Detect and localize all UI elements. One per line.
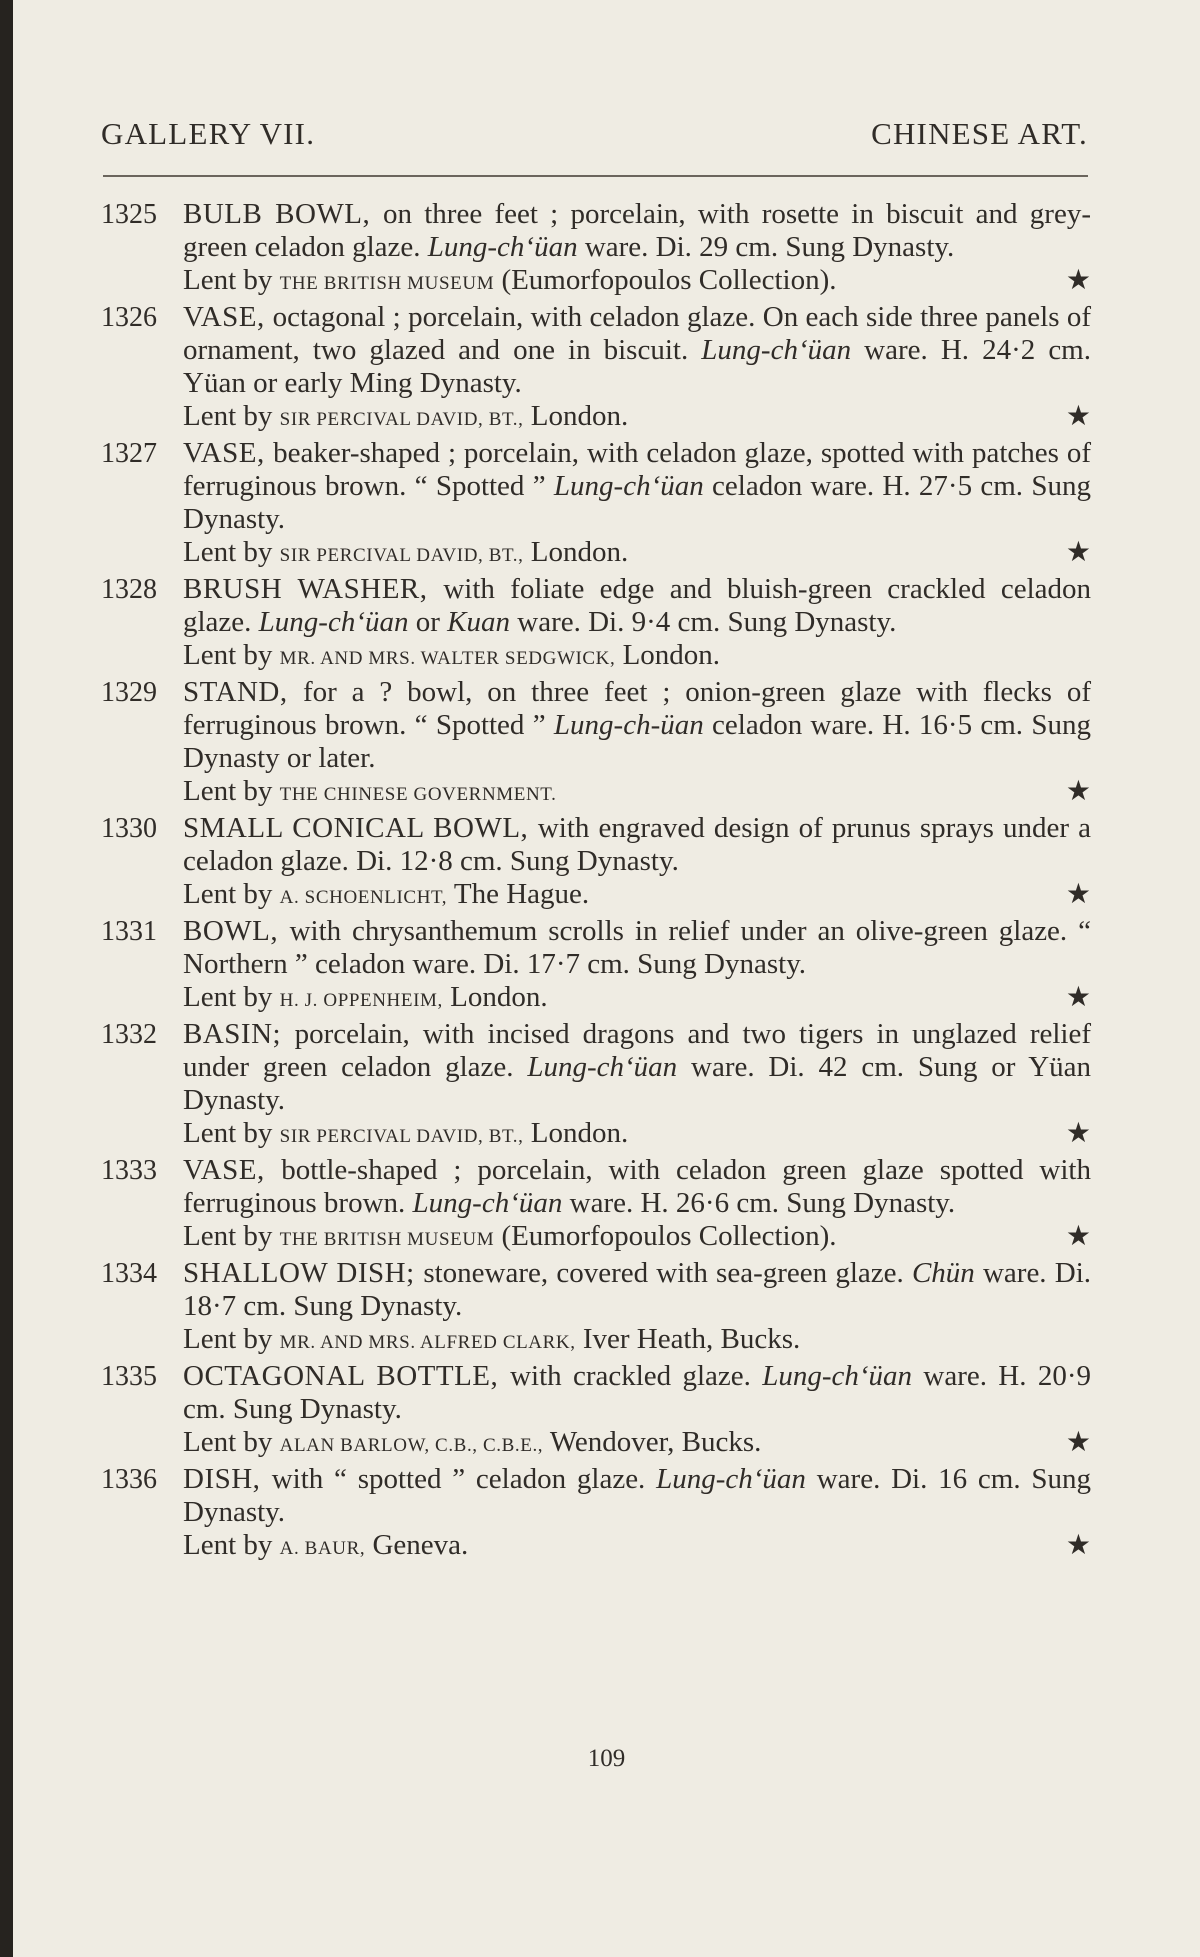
ware-name: Lung-ch‘üan — [258, 606, 409, 638]
lender-location: London. — [442, 981, 548, 1013]
entry-title: VASE, — [183, 1154, 282, 1186]
lent-prefix: Lent by — [183, 981, 280, 1013]
lender-line — [183, 981, 1091, 1017]
catalogue-entry — [101, 573, 1091, 675]
lent-prefix: Lent by — [183, 1220, 280, 1252]
lender-line — [183, 1529, 1091, 1565]
lender-line — [183, 536, 1091, 572]
ware-name: Lung-ch‘üan — [412, 1187, 563, 1219]
ware-name: Lung-ch‘üan — [762, 1360, 913, 1392]
star-mark: ★ — [1065, 537, 1091, 568]
entry-number: 1336 — [101, 1464, 157, 1495]
entry-number: 1330 — [101, 813, 157, 844]
ware-name: Lung-ch‘üan — [527, 1051, 678, 1083]
entry-number: 1332 — [101, 1019, 157, 1050]
star-mark: ★ — [1065, 1221, 1091, 1252]
lent-prefix: Lent by — [183, 1323, 280, 1355]
entry-description — [183, 1018, 1091, 1153]
star-mark: ★ — [1065, 1530, 1091, 1561]
star-mark: ★ — [1065, 879, 1091, 910]
entry-description — [183, 301, 1091, 436]
entry-text-end: ware. H. 24·2 cm. Yüan or early Ming Dynasty. — [183, 334, 1091, 399]
ware-name: Lung-ch‘üan — [553, 470, 704, 502]
entry-text: with foliate edge and bluish-green crackled celadon glaze. — [183, 573, 1092, 638]
entry-description — [183, 1360, 1091, 1462]
entry-text-end: ware. Di. 18·7 cm. Sung Dynasty. — [183, 1257, 1091, 1322]
catalogue-entry — [101, 1463, 1091, 1565]
running-header — [101, 116, 1088, 152]
page-number: 109 — [587, 1745, 626, 1772]
entry-description — [183, 1257, 1091, 1359]
lender-line — [183, 1426, 1091, 1462]
catalogue-entry — [101, 915, 1091, 1017]
lender-line — [183, 775, 1091, 811]
entry-title: DISH, — [183, 1463, 272, 1495]
lender-location: The Hague. — [447, 878, 590, 910]
lender-name: SIR PERCIVAL DAVID, BT., — [279, 409, 524, 430]
entry-text: bottle-shaped ; porcelain, with celadon green glaze spotted with ferruginous brown. — [183, 1154, 1091, 1219]
entry-title: BOWL, — [183, 915, 290, 947]
lent-prefix: Lent by — [183, 878, 280, 910]
catalogue-entry — [101, 812, 1091, 914]
entry-title: BRUSH WASHER, — [183, 573, 444, 605]
entry-number: 1334 — [101, 1258, 157, 1289]
entry-title: BASIN; — [183, 1018, 295, 1050]
entry-text-end: ware. H. 20·9 cm. Sung Dynasty. — [183, 1360, 1091, 1425]
entry-number: 1328 — [101, 574, 157, 605]
star-mark: ★ — [1065, 776, 1091, 807]
catalogue-entry — [101, 1257, 1091, 1359]
entry-text-end: ware. Di. 9·4 cm. Sung Dynasty. — [510, 606, 897, 638]
entry-description — [183, 812, 1091, 914]
entry-list — [101, 198, 1091, 1566]
entry-text: stoneware, covered with sea-green glaze. — [423, 1257, 912, 1289]
entry-text: with crackled glaze. — [510, 1360, 763, 1392]
lender-location: Iver Heath, Bucks. — [575, 1323, 801, 1355]
star-mark: ★ — [1065, 982, 1091, 1013]
lender-line — [183, 878, 1091, 914]
entry-text: for a ? bowl, on three feet ; onion-green glaze with flecks of ferruginous brown. “ Spotted ” — [183, 676, 1091, 741]
entry-text-end: ware. Di. 16 cm. Sung Dynasty. — [183, 1463, 1092, 1528]
entry-text: beaker-shaped ; porcelain, with celadon glaze, spotted with patches of ferruginous brown. “ Spotted ” — [183, 437, 1091, 502]
entry-description — [183, 1463, 1091, 1565]
entry-description — [183, 573, 1091, 675]
lender-name: SIR PERCIVAL DAVID, BT., — [279, 545, 524, 566]
entry-text: octagonal ; porcelain, with celadon glaze. On each side three panels of ornament, two glazed and one in biscuit. — [183, 301, 1091, 366]
lender-line — [183, 639, 1091, 675]
entry-number: 1325 — [101, 199, 157, 230]
entry-title: BULB BOWL, — [183, 198, 383, 230]
star-mark: ★ — [1065, 265, 1091, 296]
entry-description — [183, 437, 1091, 572]
lent-prefix: Lent by — [183, 264, 280, 296]
entry-number: 1335 — [101, 1361, 157, 1392]
entry-title: OCTAGONAL BOTTLE, — [183, 1360, 511, 1392]
catalogue-entry — [101, 676, 1091, 811]
lender-line — [183, 1220, 1091, 1256]
entry-text-end: ware. Di. 42 cm. Sung or Yüan Dynasty. — [183, 1051, 1092, 1116]
lent-prefix: Lent by — [183, 639, 280, 671]
entry-description — [183, 915, 1091, 1017]
star-mark: ★ — [1065, 1118, 1091, 1149]
lent-prefix: Lent by — [183, 1426, 280, 1458]
header-section: CHINESE ART. — [871, 116, 1088, 151]
lender-name: THE CHINESE GOVERNMENT. — [279, 784, 557, 805]
entry-text-mid: or — [408, 606, 448, 638]
entry-title: SMALL CONICAL BOWL, — [183, 812, 538, 844]
entry-number: 1327 — [101, 438, 157, 469]
entry-title: STAND, — [183, 676, 303, 708]
lender-name: THE BRITISH MUSEUM — [279, 1229, 495, 1250]
entry-number: 1333 — [101, 1155, 157, 1186]
entry-text: with engraved design of prunus sprays under a celadon glaze. Di. 12·8 cm. Sung Dynasty. — [183, 812, 1091, 877]
ware-name-alt: Kuan — [447, 606, 511, 638]
catalogue-entry — [101, 1360, 1091, 1462]
entry-text: with “ spotted ” celadon glaze. — [271, 1463, 657, 1495]
entry-text: porcelain, with incised dragons and two tigers in unglazed relief under green celadon glaze. — [183, 1018, 1091, 1083]
catalogue-entry — [101, 1154, 1091, 1256]
lender-location: London. — [615, 639, 721, 671]
entry-description — [183, 198, 1091, 300]
lender-name: MR. AND MRS. ALFRED CLARK, — [279, 1332, 576, 1353]
entry-text-end: ware. H. 26·6 cm. Sung Dynasty. — [562, 1187, 956, 1219]
lender-name: ALAN BARLOW, C.B., C.B.E., — [279, 1435, 544, 1456]
lent-prefix: Lent by — [183, 1529, 280, 1561]
entry-text: with chrysanthemum scrolls in relief under an olive-green glaze. “ Northern ” celadon ware. Di. 17·7 cm. Sung Dynasty. — [183, 915, 1091, 980]
star-mark: ★ — [1065, 1427, 1091, 1458]
entry-title: VASE, — [183, 437, 274, 469]
lender-name: THE BRITISH MUSEUM — [279, 273, 495, 294]
lender-location: (Eumorfopoulos Collection). — [494, 1220, 837, 1252]
lent-prefix: Lent by — [183, 1117, 280, 1149]
lender-name: A. SCHOENLICHT, — [279, 887, 448, 908]
lender-location: Geneva. — [365, 1529, 469, 1561]
lender-line — [183, 400, 1091, 436]
lender-location: London. — [523, 400, 629, 432]
ware-name: Lung-ch‘üan — [701, 334, 852, 366]
lender-name: SIR PERCIVAL DAVID, BT., — [279, 1126, 524, 1147]
lender-name: MR. AND MRS. WALTER SEDGWICK, — [279, 648, 616, 669]
catalogue-page — [13, 0, 1200, 1957]
lender-line — [183, 1117, 1091, 1153]
entry-text: on three feet ; porcelain, with rosette in biscuit and grey-green celadon glaze. — [183, 198, 1091, 263]
lender-location: Wendover, Bucks. — [543, 1426, 762, 1458]
catalogue-entry — [101, 437, 1091, 572]
ware-name: Lung-ch‘üan — [427, 231, 578, 263]
header-gallery: GALLERY VII. — [101, 116, 316, 151]
catalogue-entry — [101, 198, 1091, 300]
header-rule — [103, 175, 1088, 177]
entry-title: VASE, — [183, 301, 273, 333]
lent-prefix: Lent by — [183, 775, 280, 807]
entry-number: 1329 — [101, 677, 157, 708]
star-mark: ★ — [1065, 401, 1091, 432]
entry-text-end: celadon ware. H. 16·5 cm. Sung Dynasty or later. — [183, 709, 1091, 774]
lender-location: London. — [523, 1117, 629, 1149]
catalogue-entry — [101, 1018, 1091, 1153]
lent-prefix: Lent by — [183, 400, 280, 432]
entry-text-end: ware. Di. 29 cm. Sung Dynasty. — [577, 231, 955, 263]
lender-line — [183, 264, 1091, 300]
entry-text-end: celadon ware. H. 27·5 cm. Sung Dynasty. — [183, 470, 1091, 535]
lender-location: (Eumorfopoulos Collection). — [494, 264, 837, 296]
catalogue-entry — [101, 301, 1091, 436]
lender-line — [183, 1323, 1091, 1359]
lender-name: H. J. OPPENHEIM, — [279, 990, 443, 1011]
entry-number: 1326 — [101, 302, 157, 333]
ware-name: Lung-ch‘üan — [656, 1463, 806, 1495]
lender-name: A. BAUR, — [279, 1538, 366, 1559]
entry-description — [183, 1154, 1091, 1256]
lent-prefix: Lent by — [183, 536, 280, 568]
entry-description — [183, 676, 1091, 811]
ware-name: Lung-ch-üan — [553, 709, 704, 741]
entry-title: SHALLOW DISH; — [183, 1257, 424, 1289]
lender-location: London. — [523, 536, 629, 568]
ware-name: Chün — [911, 1257, 975, 1289]
entry-number: 1331 — [101, 916, 157, 947]
